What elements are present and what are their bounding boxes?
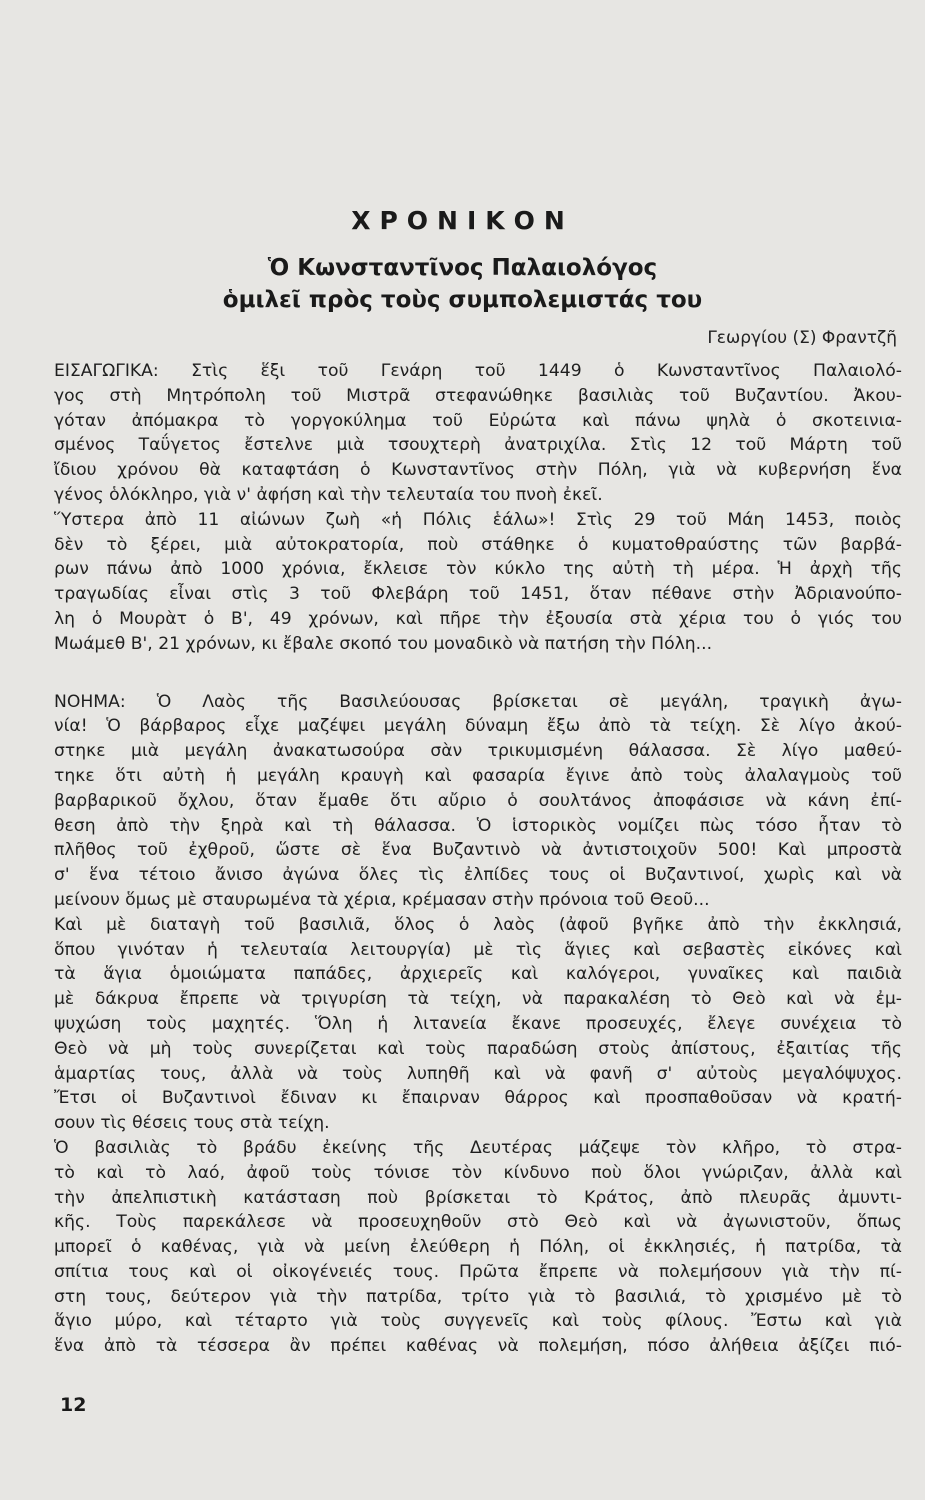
text-line: κῆς. Τοὺς παρεκάλεσε νὰ προσευχηθοῦν στὸ Θεὸ καὶ νὰ ἀγωνιστοῦν, ὅπως — [54, 1212, 902, 1233]
article-title-line-2: ὁμιλεῖ πρὸς τοὺς συμπολεμιστάς του — [222, 287, 703, 313]
author-byline: Γεωργίου (Σ) Φραντζῆ — [707, 328, 897, 348]
text-line: Ἔτσι οἱ Βυζαντινοὶ ἔδιναν κι ἔπαιρναν θάρρος καὶ προσπαθοῦσαν νὰ κρατή- — [54, 1088, 902, 1109]
page-number: 12 — [60, 1394, 87, 1416]
text-line: ρων πάνω ἀπὸ 1000 χρόνια, ἔκλεισε τὸν κύκλο της αὐτὴ τὴ μέρα. Ἡ ἀρχὴ τῆς — [54, 559, 902, 580]
text-line: τραγωδίας εἶναι στὶς 3 τοῦ Φλεβάρη τοῦ 1451, ὅταν πέθανε στὴν Ἀδριανούπο- — [54, 584, 902, 605]
text-line: πλῆθος τοῦ ἐχθροῦ, ὥστε σὲ ἕνα Βυζαντινὸ νὰ ἀντιστοιχοῦν 500! Καὶ μπροστὰ — [54, 840, 902, 861]
text-line: τὰ ἅγια ὁμοιώματα παπάδες, ἀρχιερεῖς καὶ καλόγεροι, γυναῖκες καὶ παιδιὰ — [54, 964, 902, 985]
text-line: σουν τὶς θέσεις τους στὰ τείχη. — [54, 1113, 330, 1134]
text-line: λη ὁ Μουρὰτ ὁ Β', 49 χρόνων, καὶ πῆρε τὴν ἐξουσία στὰ χέρια του ὁ γιός του — [54, 608, 902, 629]
article-title — [0, 252, 925, 316]
text-line: δὲν τὸ ξέρει, μιὰ αὐτοκρατορία, ποὺ στάθηκε ὁ κυματοθραύστης τῶν βαρβά- — [54, 534, 902, 555]
text-line: ἅγιο μύρο, καὶ τέταρτο γιὰ τοὺς συγγενεῖς καὶ τοὺς φίλους. Ἔστω καὶ γιὰ — [54, 1311, 902, 1332]
paragraph-gap — [54, 657, 902, 690]
paragraph-introduction — [54, 359, 902, 657]
text-line: Καὶ μὲ διαταγὴ τοῦ βασιλιᾶ, ὅλος ὁ λαὸς (ἀφοῦ βγῆκε ἀπὸ τὴν ἐκκλησιά, — [54, 914, 902, 935]
text-line: νία! Ὁ βάρβαρος εἶχε μαζέψει μεγάλη δύναμη ἔξω ἀπὸ τὰ τείχη. Σὲ λίγο ἀκού- — [54, 716, 902, 737]
text-line: γόταν ἀπόμακρα τὸ γοργοκύλημα τοῦ Εὐρώτα καὶ πάνω ψηλὰ ὁ σκοτεινια- — [54, 410, 902, 431]
text-line: Ὕστερα ἀπὸ 11 αἰώνων ζωὴ «ἡ Πόλις ἑάλω»! Στὶς 29 τοῦ Μάη 1453, ποιὸς — [54, 509, 902, 530]
text-line: ΝΟΗΜΑ: Ὁ Λαὸς τῆς Βασιλεύουσας βρίσκεται σὲ μεγάλη, τραγικὴ ἀγω- — [54, 691, 902, 712]
text-line: μείνουν ὅμως μὲ σταυρωμένα τὰ χέρια, κρέμασαν στὴν πρόνοια τοῦ Θεοῦ... — [54, 889, 710, 910]
text-line: τηκε ὅτι αὐτὴ ἡ μεγάλη κραυγὴ καὶ φασαρία ἔγινε ἀπὸ τοὺς ἀλαλαγμοὺς τοῦ — [54, 765, 902, 786]
article-title-line-1: Ὁ Κωνσταντῖνος Παλαιολόγος — [267, 255, 658, 281]
text-line: βαρβαρικοῦ ὄχλου, ὅταν ἔμαθε ὅτι αὔριο ὁ σουλτάνος ἀποφάσισε νὰ κάνη ἐπί- — [54, 790, 902, 811]
text-line: στη τους, δεύτερον γιὰ τὴν πατρίδα, τρίτο γιὰ τὸ βασιλιά, τὸ χρισμένο μὲ τὸ — [54, 1286, 902, 1307]
text-line: ἕνα ἀπὸ τὰ τέσσερα ἂν πρέπει καθένας νὰ πολεμήση, πόσο ἀλήθεια ἀξίζει πιό- — [54, 1336, 902, 1357]
text-line: τὸ καὶ τὸ λαό, ἀφοῦ τοὺς τόνισε τὸν κίνδυνο ποὺ ὅλοι γνώριζαν, ἀλλὰ καὶ — [54, 1162, 902, 1183]
text-line: ἴδιου χρόνου θὰ καταφτάση ὁ Κωνσταντῖνος στὴν Πόλη, γιὰ νὰ κυβερνήση ἕνα — [54, 460, 902, 481]
text-line: θεση ἀπὸ τὴν ξηρὰ καὶ τὴ θάλασσα. Ὁ ἱστορικὸς νομίζει πὼς τόσο ἦταν τὸ — [54, 815, 902, 836]
text-line: στηκε μιὰ μεγάλη ἀνακατωσούρα σὰν τρικυμισμένη θάλασσα. Σὲ λίγο μαθεύ- — [54, 741, 902, 762]
text-line: γένος ὁλόκληρο, γιὰ ν' ἀφήση καὶ τὴν τελευταία του πνοὴ ἐκεῖ. — [54, 484, 603, 505]
text-line: ψυχώση τοὺς μαχητές. Ὅλη ἡ λιτανεία ἔκανε προσευχές, ἔλεγε συνέχεια τὸ — [54, 1013, 902, 1034]
text-line: Ὁ βασιλιὰς τὸ βράδυ ἐκείνης τῆς Δευτέρας μάζεψε τὸν κλῆρο, τὸ στρα- — [54, 1137, 902, 1158]
text-line: σπίτια τους καὶ οἱ οἰκογένειές τους. Πρῶτα ἔπρεπε νὰ πολεμήσουν γιὰ τὴν πί- — [54, 1261, 902, 1282]
text-line: σ' ἕνα τέτοιο ἄνισο ἀγώνα ὅλες τὶς ἐλπίδες τους οἱ Βυζαντινοί, χωρὶς καὶ νὰ — [54, 865, 902, 886]
paragraph-meaning — [54, 690, 902, 1360]
text-line: ΕΙΣΑΓΩΓΙΚΑ: Στὶς ἕξι τοῦ Γενάρη τοῦ 1449 ὁ Κωνσταντῖνος Παλαιολό- — [54, 361, 902, 381]
text-line: ἁμαρτίας τους, ἀλλὰ νὰ τοὺς λυπηθῆ καὶ νὰ φανῆ σ' αὐτοὺς μεγαλόψυχος. — [54, 1063, 902, 1084]
text-line: μὲ δάκρυα ἔπρεπε νὰ τριγυρίση τὰ τείχη, νὰ παρακαλέση τὸ Θεὸ καὶ νὰ ἐμ- — [54, 989, 902, 1010]
text-line: γος στὴ Μητρόπολη τοῦ Μιστρᾶ στεφανώθηκε βασιλιὰς τοῦ Βυζαντίου. Ἀκου- — [54, 385, 902, 406]
text-line: μπορεῖ ὁ καθένας, γιὰ νὰ μείνη ἐλεύθερη ἡ Πόλη, οἱ ἐκκλησιές, ἡ πατρίδα, τὰ — [54, 1237, 902, 1258]
text-line: Μωάμεθ Β', 21 χρόνων, κι ἔβαλε σκοπό του μοναδικὸ νὰ πατήση τὴν Πόλη... — [54, 633, 713, 654]
text-line: τὴν ἀπελπιστικὴ κατάσταση ποὺ βρίσκεται τὸ Κράτος, ἀπὸ πλευρᾶς ἀμυντι- — [54, 1187, 902, 1208]
text-line: ὅπου γινόταν ἡ τελευταία λειτουργία) μὲ τὶς ἅγιες καὶ σεβαστὲς εἰκόνες καὶ — [54, 939, 902, 960]
text-line: Θεὸ νὰ μὴ τοὺς συνερίζεται καὶ τοὺς παραδώση στοὺς ἀπίστους, ἐξαιτίας τῆς — [54, 1038, 902, 1059]
text-line: σμένος Ταΰγετος ἔστελνε μιὰ τσουχτερὴ ἀνατριχίλα. Στὶς 12 τοῦ Μάρτη τοῦ — [54, 435, 902, 456]
article-body — [54, 359, 902, 1359]
section-title: ΧΡΟΝΙΚΟΝ — [351, 206, 574, 235]
